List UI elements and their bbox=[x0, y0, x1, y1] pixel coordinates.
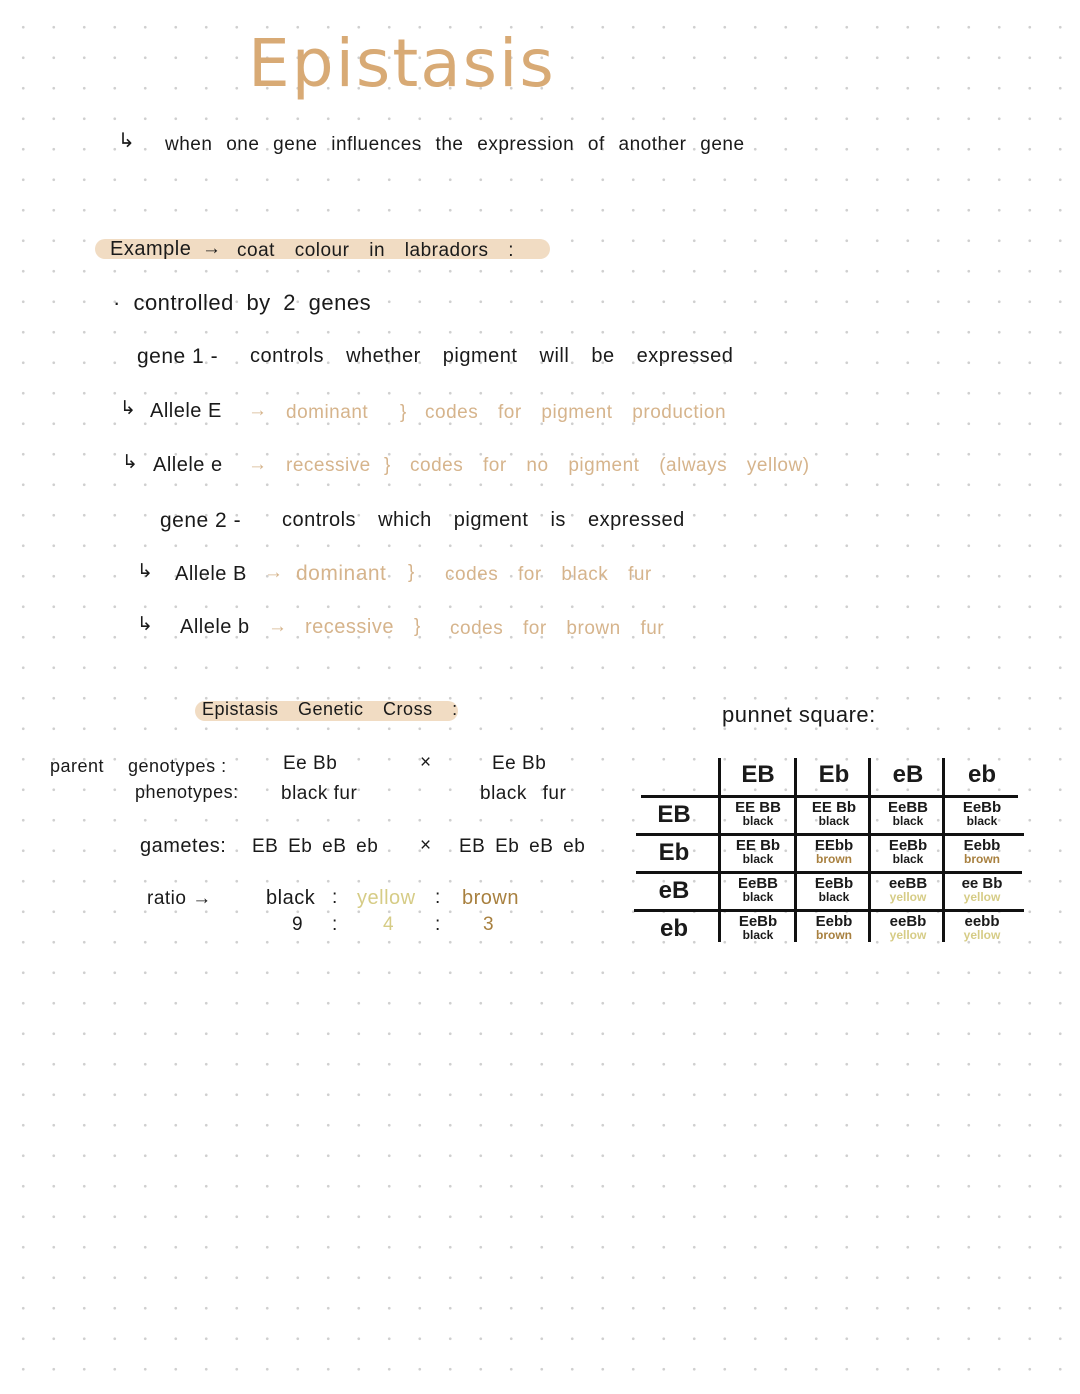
cross-symbol: × bbox=[420, 752, 432, 773]
cell-phenotype: brown bbox=[964, 852, 1000, 866]
punnett-row-header: eB bbox=[658, 877, 690, 904]
definition-text: when one gene influences the expression of another gene bbox=[165, 134, 745, 155]
punnett-cell bbox=[722, 838, 794, 865]
example-label: Example bbox=[110, 238, 192, 260]
grid-line bbox=[636, 871, 1022, 874]
brace-icon: } bbox=[400, 402, 407, 423]
allele-name: Allele b bbox=[180, 616, 250, 638]
gametes-parent1: EB Eb eB eb bbox=[252, 836, 379, 857]
cell-genotype: EE Bb bbox=[811, 799, 857, 816]
page-title: Epistasis bbox=[248, 25, 556, 102]
gene2-label: gene 2 - bbox=[160, 509, 242, 532]
cell-phenotype: yellow bbox=[889, 928, 927, 942]
cell-phenotype: black bbox=[892, 814, 924, 828]
cell-genotype: EE BB bbox=[735, 799, 781, 816]
parent2-genotype: Ee Bb bbox=[492, 753, 547, 774]
cell-phenotype: yellow bbox=[963, 890, 1001, 904]
punnett-cell bbox=[872, 914, 944, 941]
cell-phenotype: black bbox=[892, 852, 924, 866]
cell-phenotype: black bbox=[742, 814, 774, 828]
arrow-icon: → bbox=[202, 238, 222, 259]
gene1-text: controls whether pigment will be expressed bbox=[250, 345, 734, 367]
punnett-col-header: EB bbox=[741, 761, 775, 788]
grid-line bbox=[636, 833, 1024, 836]
brace-icon: } bbox=[384, 455, 391, 476]
punnett-cell bbox=[946, 800, 1018, 827]
ratio-brown: brown bbox=[462, 887, 519, 909]
cell-genotype: EE Bb bbox=[735, 837, 781, 854]
ratio-yellow-value: 4 bbox=[383, 914, 395, 935]
punnett-square bbox=[636, 758, 1024, 948]
punnett-cell bbox=[798, 800, 870, 827]
cell-genotype: EeBb bbox=[738, 913, 778, 930]
parent1-genotype: Ee Bb bbox=[283, 753, 338, 774]
cell-genotype: EeBB bbox=[737, 875, 778, 892]
punnett-cell bbox=[946, 876, 1018, 903]
punnett-cell bbox=[722, 876, 794, 903]
grid-line bbox=[634, 909, 1024, 912]
arrow-icon: → bbox=[248, 454, 268, 475]
brace-icon: } bbox=[414, 616, 421, 637]
arrow-icon: ↳ bbox=[137, 614, 154, 635]
cell-genotype: EeBB bbox=[887, 799, 928, 816]
allele-desc: codes for black fur bbox=[445, 564, 652, 585]
punnett-col-header: eb bbox=[967, 761, 996, 788]
brace-icon: } bbox=[408, 562, 415, 583]
cell-phenotype: brown bbox=[816, 852, 852, 866]
punnett-cell bbox=[798, 914, 870, 941]
punnett-cell bbox=[722, 800, 794, 827]
cell-phenotype: black bbox=[818, 890, 850, 904]
allele-name: Allele E bbox=[150, 400, 222, 422]
allele-type: recessive bbox=[305, 616, 394, 638]
cell-genotype: EeBb bbox=[962, 799, 1002, 816]
arrow-icon: → bbox=[248, 400, 268, 421]
cell-genotype: eeBB bbox=[888, 875, 928, 892]
cell-genotype: Eebb bbox=[963, 837, 1001, 854]
punnett-cell bbox=[872, 838, 944, 865]
arrow-icon: → bbox=[268, 616, 288, 637]
punnett-col-header: eB bbox=[892, 761, 924, 788]
cell-phenotype: black bbox=[818, 814, 850, 828]
allele-name: Allele e bbox=[153, 454, 223, 476]
phenotypes-label: phenotypes: bbox=[135, 782, 239, 802]
punnett-cell bbox=[798, 838, 870, 865]
grid-line bbox=[641, 795, 1018, 798]
allele-desc: codes for pigment production bbox=[425, 402, 727, 423]
allele-type: recessive bbox=[286, 455, 371, 476]
cell-genotype: EeBb bbox=[814, 875, 854, 892]
cross-symbol: × bbox=[420, 835, 432, 856]
cell-genotype: EeBb bbox=[888, 837, 928, 854]
punnett-row-header: eb bbox=[659, 915, 688, 942]
cell-phenotype: black bbox=[742, 928, 774, 942]
punnett-cell bbox=[946, 838, 1018, 865]
ratio-label: ratio → bbox=[147, 888, 212, 909]
allele-name: Allele B bbox=[175, 563, 247, 585]
gametes-parent2: EB Eb eB eb bbox=[459, 836, 586, 857]
punnett-cell bbox=[722, 914, 794, 941]
grid-line bbox=[794, 758, 797, 942]
cell-genotype: EEbb bbox=[814, 837, 854, 854]
cell-phenotype: black bbox=[966, 814, 998, 828]
gametes-label: gametes: bbox=[140, 835, 227, 857]
allele-desc: codes for no pigment (always yellow) bbox=[410, 455, 810, 476]
parent2-phenotype: black fur bbox=[480, 783, 567, 804]
arrow-icon: ↳ bbox=[137, 561, 154, 582]
genotypes-label: genotypes : bbox=[128, 756, 227, 776]
parent1-phenotype: black fur bbox=[281, 783, 358, 804]
ratio-separator: : bbox=[332, 914, 338, 935]
controlled-text: · controlled by 2 genes bbox=[113, 290, 372, 315]
cell-phenotype: yellow bbox=[963, 928, 1001, 942]
cell-phenotype: black bbox=[742, 890, 774, 904]
punnett-row-header: EB bbox=[657, 801, 691, 828]
cell-phenotype: black bbox=[742, 852, 774, 866]
ratio-brown-value: 3 bbox=[483, 914, 495, 935]
cell-genotype: Eebb bbox=[815, 913, 853, 930]
gene2-text: controls which pigment is expressed bbox=[282, 509, 685, 531]
punnett-col-header: Eb bbox=[818, 761, 850, 788]
arrow-icon: ↳ bbox=[122, 452, 139, 473]
cell-phenotype: brown bbox=[816, 928, 852, 942]
punnett-title: punnet square: bbox=[722, 702, 876, 727]
allele-desc: codes for brown fur bbox=[450, 618, 665, 639]
ratio-black: black bbox=[266, 887, 316, 909]
ratio-separator: : bbox=[435, 887, 441, 908]
grid-line bbox=[718, 758, 721, 942]
allele-type: dominant bbox=[286, 402, 369, 423]
punnett-cell bbox=[872, 876, 944, 903]
ratio-yellow: yellow bbox=[357, 887, 416, 909]
parent-label: parent bbox=[50, 756, 105, 776]
ratio-separator: : bbox=[332, 887, 338, 908]
punnett-cell bbox=[872, 800, 944, 827]
ratio-black-value: 9 bbox=[292, 914, 304, 935]
example-text: coat colour in labradors : bbox=[237, 240, 515, 261]
gene1-label: gene 1 - bbox=[137, 345, 219, 368]
cell-genotype: eeBb bbox=[889, 913, 927, 930]
punnett-row-header: Eb bbox=[658, 839, 690, 866]
punnett-cell bbox=[946, 914, 1018, 941]
cell-genotype: ee Bb bbox=[961, 875, 1003, 892]
ratio-separator: : bbox=[435, 914, 441, 935]
arrow-icon: ↳ bbox=[118, 130, 136, 152]
allele-type: dominant bbox=[296, 562, 387, 585]
cell-phenotype: yellow bbox=[889, 890, 927, 904]
cell-genotype: eebb bbox=[964, 913, 1000, 930]
arrow-icon: → bbox=[264, 562, 284, 583]
punnett-cell bbox=[798, 876, 870, 903]
arrow-icon: ↳ bbox=[120, 398, 137, 419]
cross-heading: Epistasis Genetic Cross : bbox=[202, 699, 458, 719]
